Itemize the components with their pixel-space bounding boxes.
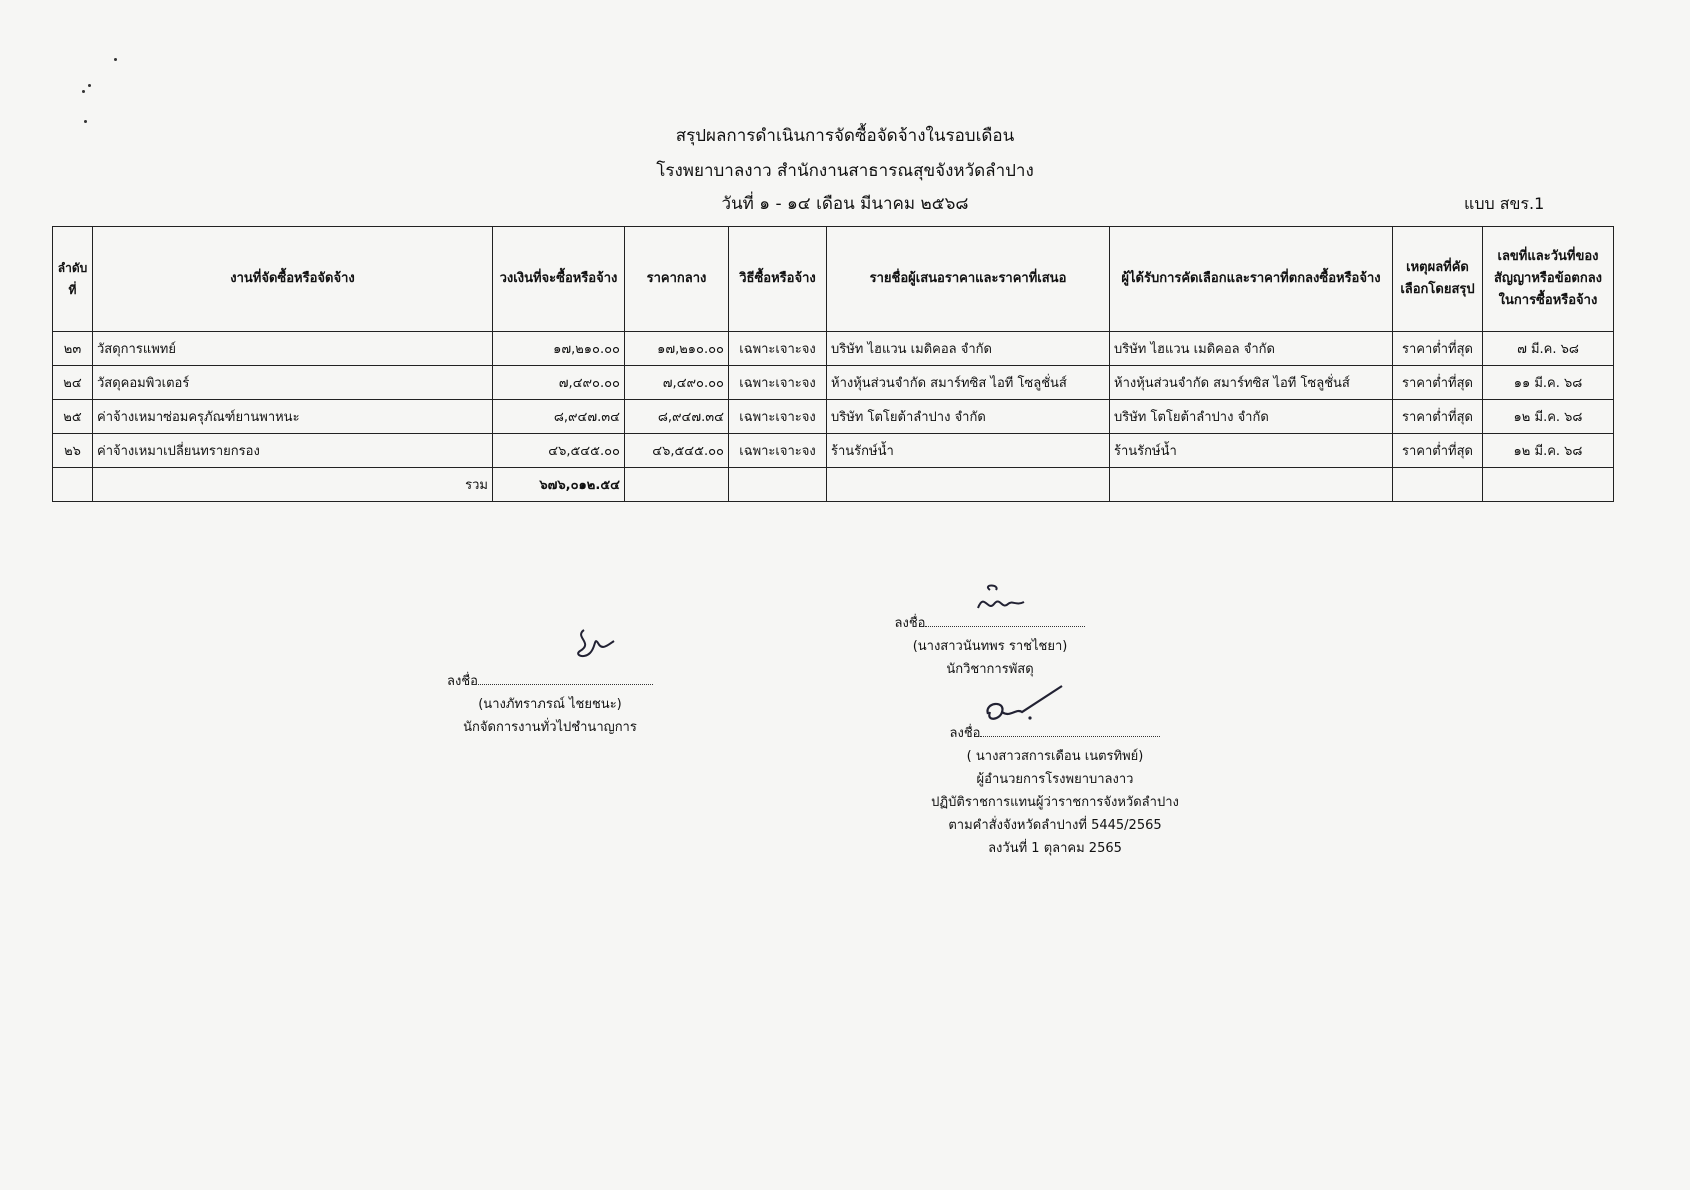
cell-winner: บริษัท โตโยต้าลำปาง จำกัด	[1110, 400, 1393, 434]
order-reference: ตามคำสั่งจังหวัดลำปางที่ 5445/2565	[948, 818, 1162, 833]
col-header: รายชื่อผู้เสนอราคาและราคาที่เสนอ	[827, 227, 1110, 332]
signer-name: (นางภัทราภรณ์ ไชยชนะ)	[478, 697, 622, 712]
cell-method: เฉพาะเจาะจง	[729, 434, 827, 468]
col-header: ผู้ได้รับการคัดเลือกและราคาที่ตกลงซื้อหรือจ้าง	[1110, 227, 1393, 332]
cell-budget: ๘,๙๔๗.๓๔	[493, 400, 625, 434]
acting-on-behalf: ปฏิบัติราชการแทนผู้ว่าราชการจังหวัดลำปาง	[931, 795, 1179, 810]
cell-median: ๔๖,๕๔๕.๐๐	[625, 434, 729, 468]
cell-method: เฉพาะเจาะจง	[729, 400, 827, 434]
col-header: วงเงินที่จะซื้อหรือจ้าง	[493, 227, 625, 332]
period-line: วันที่ ๑ - ๑๔ เดือน มีนาคม ๒๕๖๘	[721, 194, 969, 214]
table-row	[53, 434, 1614, 468]
form-code: แบบ สขร.1	[1464, 194, 1545, 213]
signature-block-right-bottom	[860, 722, 1250, 860]
cell-reason: ราคาต่ำที่สุด	[1393, 400, 1483, 434]
cell-contract: ๗ มี.ค. ๖๘	[1483, 332, 1614, 366]
cell-no: ๒๕	[53, 400, 93, 434]
cell-item: วัสดุคอมพิวเตอร์	[93, 366, 493, 400]
signer-position: ผู้อำนวยการโรงพยาบาลงาว	[976, 772, 1134, 787]
cell-no: ๒๓	[53, 332, 93, 366]
cell-bidders: ห้างหุ้นส่วนจำกัด สมาร์ทซิส ไอที โซลูชั่นส์	[827, 366, 1110, 400]
cell-reason: ราคาต่ำที่สุด	[1393, 434, 1483, 468]
cell-median: ๑๗,๒๑๐.๐๐	[625, 332, 729, 366]
cell-item: ค่าจ้างเหมาซ่อมครุภัณฑ์ยานพาหนะ	[93, 400, 493, 434]
table-row	[53, 366, 1614, 400]
cell-contract: ๑๒ มี.ค. ๖๘	[1483, 434, 1614, 468]
cell-no: ๒๔	[53, 366, 93, 400]
signature-mark-left	[570, 625, 630, 670]
cell-bidders: บริษัท โตโยต้าลำปาง จำกัด	[827, 400, 1110, 434]
cell-item: วัสดุการแพทย์	[93, 332, 493, 366]
cell-method: เฉพาะเจาะจง	[729, 332, 827, 366]
col-header: ลำดับที่	[53, 227, 93, 332]
cell-bidders: บริษัท ไฮแวน เมดิคอล จำกัด	[827, 332, 1110, 366]
total-value: ๖๗๖,๐๑๒.๕๔	[493, 468, 625, 502]
scan-specks	[78, 50, 138, 130]
cell-contract: ๑๒ มี.ค. ๖๘	[1483, 400, 1614, 434]
signature-block-left	[430, 670, 670, 739]
cell-method: เฉพาะเจาะจง	[729, 366, 827, 400]
signer-position: นักวิชาการพัสดุ	[946, 662, 1034, 677]
cell-budget: ๗,๔๙๐.๐๐	[493, 366, 625, 400]
col-header: วิธีซื้อหรือจ้าง	[729, 227, 827, 332]
col-header: เลขที่และวันที่ของสัญญาหรือข้อตกลงในการซื้อหรือจ้าง	[1483, 227, 1614, 332]
cell-winner: ห้างหุ้นส่วนจำกัด สมาร์ทซิส ไอที โซลูชั่นส์	[1110, 366, 1393, 400]
cell-winner: บริษัท ไฮแวน เมดิคอล จำกัด	[1110, 332, 1393, 366]
report-title: สรุปผลการดำเนินการจัดซื้อจัดจ้างในรอบเดือน	[675, 126, 1015, 146]
sign-label: ลงชื่อ	[447, 674, 478, 689]
sign-label: ลงชื่อ	[894, 616, 926, 631]
col-header: ราคากลาง	[625, 227, 729, 332]
cell-winner: ร้านรักษ์น้ำ	[1110, 434, 1393, 468]
table-row	[53, 400, 1614, 434]
col-header: งานที่จัดซื้อหรือจัดจ้าง	[93, 227, 493, 332]
signer-position: นักจัดการงานทั่วไปชำนาญการ	[463, 720, 637, 735]
table-header-row	[53, 227, 1614, 332]
signature-block-right-top	[880, 612, 1100, 681]
total-row	[53, 468, 1614, 502]
col-header: เหตุผลที่คัดเลือกโดยสรุป	[1393, 227, 1483, 332]
cell-contract: ๑๑ มี.ค. ๖๘	[1483, 366, 1614, 400]
signer-name: ( นางสาวสการเดือน เนตรทิพย์)	[966, 749, 1144, 764]
cell-item: ค่าจ้างเหมาเปลี่ยนทรายกรอง	[93, 434, 493, 468]
cell-budget: ๔๖,๕๔๕.๐๐	[493, 434, 625, 468]
cell-median: ๗,๔๙๐.๐๐	[625, 366, 729, 400]
order-date: ลงวันที่ 1 ตุลาคม 2565	[988, 841, 1122, 856]
cell-no: ๒๖	[53, 434, 93, 468]
total-label: รวม	[93, 468, 493, 502]
signer-name: (นางสาวนันทพร ราชไชยา)	[912, 639, 1068, 654]
cell-budget: ๑๗,๒๑๐.๐๐	[493, 332, 625, 366]
sign-label: ลงชื่อ	[949, 726, 981, 741]
cell-median: ๘,๙๔๗.๓๔	[625, 400, 729, 434]
cell-reason: ราคาต่ำที่สุด	[1393, 366, 1483, 400]
cell-reason: ราคาต่ำที่สุด	[1393, 332, 1483, 366]
table-row	[53, 332, 1614, 366]
cell-bidders: ร้านรักษ์น้ำ	[827, 434, 1110, 468]
organization-line: โรงพยาบาลงาว สำนักงานสาธารณสุขจังหวัดลำปาง	[656, 161, 1034, 181]
procurement-table	[52, 226, 1614, 502]
